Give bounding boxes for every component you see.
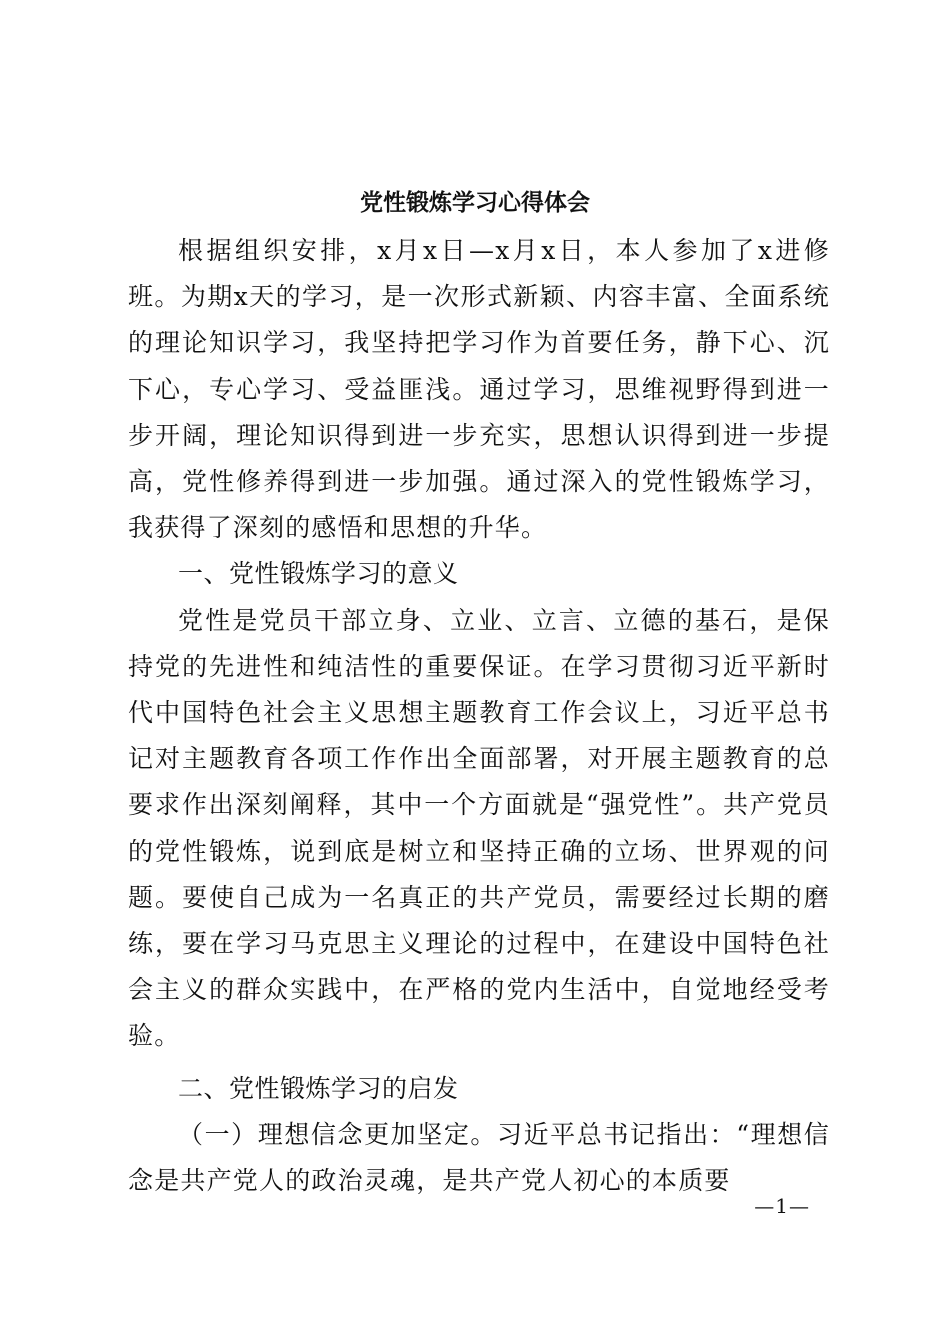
section-heading-2: 二、党性锻炼学习的启发 (178, 1073, 459, 1103)
document-body (128, 228, 830, 1204)
section-heading-1: 一、党性锻炼学习的意义 (178, 559, 459, 589)
subsection-1-lead: （一）理想信念更加坚定。 (178, 1119, 498, 1149)
document-title: 党性锻炼学习心得体会 (360, 190, 590, 216)
page-number: —1— (754, 1194, 810, 1218)
subsection-1-text: 习近平总书记指出：“理想信念是共产党人的政治灵魂，是共产党人初心的本质要 (128, 1119, 830, 1196)
section-1-paragraph: 党性是党员干部立身、立业、立言、立德的基石，是保持党的先进性和纯洁性的重要保证。在学习贯彻习近平新时代中国特色社会主义思想主题教育工作会议上，习近平总书记对主题教育各项工作作出全面部署，对开展主题教育的总要求作出深刻阐释，其中一个方面就是“强党性”。共产党员的党性锻炼，说到底是树立和坚持正确的立场、世界观的问题。要使自己成为一名真正的共产党员，需要经过长期的磨练，要在学习马克思主义理论的过程中，在建设中国特色社会主义的群众实践中，在严格的党内生活中，自觉地经受考验。 (128, 605, 830, 1051)
intro-paragraph: 根据组织安排，x月x日—x月x日，本人参加了x进修班。为期x天的学习，是一次形式新颖、内容丰富、全面系统的理论知识学习，我坚持把学习作为首要任务，静下心、沉下心，专心学习、受益匪浅。通过学习，思维视野得到进一步开阔，理论知识得到进一步充实，思想认识得到进一步提高，党性修养得到进一步加强。通过深入的党性锻炼学习，我获得了深刻的感悟和思想的升华。 (128, 236, 830, 543)
subsection-1-paragraph (128, 1112, 830, 1204)
